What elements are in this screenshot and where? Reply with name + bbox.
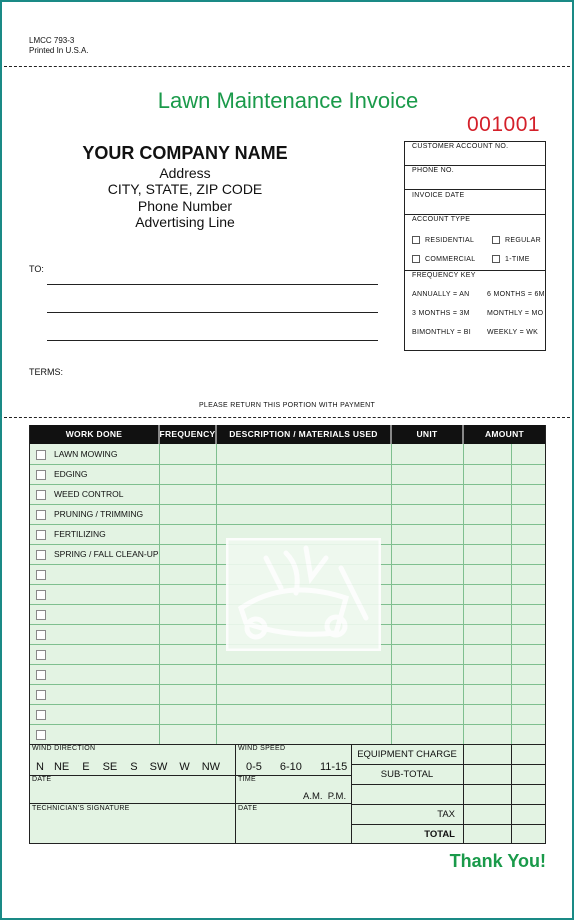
- invoice-number: 001001: [467, 113, 541, 136]
- table-row[interactable]: [36, 464, 88, 484]
- freq-monthly: MONTHLY = MO: [487, 310, 544, 317]
- col-unit: UNIT: [416, 429, 438, 439]
- company-city: CITY, STATE, ZIP CODE: [107, 181, 263, 197]
- dir-sw[interactable]: SW: [149, 761, 168, 773]
- table-row[interactable]: [36, 664, 54, 684]
- col-work-done: WORK DONE: [65, 429, 123, 439]
- table-row[interactable]: [36, 584, 54, 604]
- checkbox-icon[interactable]: [36, 650, 46, 660]
- table-row[interactable]: [36, 564, 54, 584]
- lawn-care-watermark-icon: [226, 538, 381, 651]
- commercial-label: COMMERCIAL: [425, 255, 476, 263]
- checkbox-icon[interactable]: [412, 255, 420, 263]
- checkbox-icon[interactable]: [492, 255, 500, 263]
- wind-speed-label: WIND SPEED: [238, 745, 286, 752]
- tax-label: TAX: [437, 809, 455, 820]
- table-row[interactable]: [36, 504, 143, 524]
- time-label: TIME: [238, 776, 256, 783]
- perforation-top: [4, 66, 570, 67]
- company-phone: Phone Number: [137, 198, 233, 214]
- to-line-1[interactable]: [47, 284, 378, 285]
- freq-bimonthly: BIMONTHLY = BI: [412, 329, 471, 336]
- speed-0-5[interactable]: 0-5: [246, 761, 262, 773]
- info-divider: [404, 189, 546, 190]
- col-frequency: FREQUENCY: [159, 429, 216, 439]
- checkbox-icon[interactable]: [36, 470, 46, 480]
- regular-label: REGULAR: [505, 236, 541, 244]
- checkbox-icon[interactable]: [492, 236, 500, 244]
- checkbox-icon[interactable]: [36, 690, 46, 700]
- dir-ne[interactable]: NE: [53, 761, 70, 773]
- commercial-option[interactable]: [412, 255, 475, 263]
- thank-you: Thank You!: [449, 851, 546, 871]
- form-code: LMCC 793-3: [29, 36, 75, 45]
- invoice-title: Lawn Maintenance Invoice: [157, 88, 419, 113]
- account-type-label: ACCOUNT TYPE: [412, 216, 471, 223]
- checkbox-icon[interactable]: [36, 550, 46, 560]
- frequency-key-label: FREQUENCY KEY: [412, 272, 476, 279]
- table-row[interactable]: [36, 644, 54, 664]
- col-amount: AMOUNT: [484, 429, 525, 439]
- phone-no-label: PHONE NO.: [412, 167, 454, 174]
- date-label: DATE: [32, 776, 52, 783]
- checkbox-icon[interactable]: [412, 236, 420, 244]
- dir-nw[interactable]: NW: [201, 761, 221, 773]
- work-item-label: EDGING: [54, 469, 88, 479]
- am-pm[interactable]: A.M. P.M.: [303, 791, 347, 802]
- work-item-label: SPRING / FALL CLEAN-UP: [54, 549, 159, 559]
- to-line-3[interactable]: [47, 340, 378, 341]
- residential-label: RESIDENTIAL: [425, 236, 475, 244]
- table-row[interactable]: [36, 544, 159, 564]
- checkbox-icon[interactable]: [36, 670, 46, 680]
- checkbox-icon[interactable]: [36, 610, 46, 620]
- info-divider: [404, 270, 546, 271]
- wind-speeds[interactable]: [246, 761, 347, 773]
- table-row[interactable]: [36, 624, 54, 644]
- work-item-label: LAWN MOWING: [54, 449, 118, 459]
- to-label: TO:: [29, 264, 44, 274]
- invoice-date-label: INVOICE DATE: [412, 192, 465, 199]
- table-row[interactable]: [36, 484, 123, 504]
- regular-option[interactable]: [492, 236, 541, 244]
- speed-11-15[interactable]: 11-15: [319, 761, 348, 773]
- company-address: Address: [159, 165, 211, 181]
- printed-in: Printed In U.S.A.: [29, 46, 89, 55]
- table-row[interactable]: [36, 524, 106, 544]
- freq-annually: ANNUALLY = AN: [412, 291, 470, 298]
- dir-e[interactable]: E: [82, 761, 90, 773]
- table-row[interactable]: [36, 684, 54, 704]
- work-item-label: WEED CONTROL: [54, 489, 124, 499]
- checkbox-icon[interactable]: [36, 530, 46, 540]
- one-time-option[interactable]: [492, 255, 530, 263]
- to-line-2[interactable]: [47, 312, 378, 313]
- terms-label: TERMS:: [29, 367, 64, 377]
- dir-s[interactable]: S: [130, 761, 138, 773]
- freq-weekly: WEEKLY = WK: [487, 329, 539, 336]
- table-row[interactable]: [36, 704, 54, 724]
- total-label: TOTAL: [424, 829, 455, 840]
- work-item-label: FERTILIZING: [54, 529, 106, 539]
- date-label-2: DATE: [238, 805, 258, 812]
- checkbox-icon[interactable]: [36, 710, 46, 720]
- dir-w[interactable]: W: [179, 761, 190, 773]
- table-row[interactable]: [36, 724, 54, 744]
- dir-se[interactable]: SE: [102, 761, 118, 773]
- customer-account-label: CUSTOMER ACCOUNT NO.: [412, 143, 509, 150]
- perforation-bottom: [4, 417, 570, 418]
- work-item-label: PRUNING / TRIMMING: [54, 509, 144, 519]
- checkbox-icon[interactable]: [36, 630, 46, 640]
- wind-directions[interactable]: [36, 761, 220, 773]
- col-description: DESCRIPTION / MATERIALS USED: [229, 429, 378, 439]
- company-name: YOUR COMPANY NAME: [82, 143, 288, 163]
- return-notice: PLEASE RETURN THIS PORTION WITH PAYMENT: [198, 402, 376, 409]
- company-advertising: Advertising Line: [135, 214, 235, 230]
- checkbox-icon[interactable]: [36, 510, 46, 520]
- dir-n[interactable]: N: [36, 761, 44, 773]
- equipment-charge-label: EQUIPMENT CHARGE: [357, 749, 457, 760]
- freq-3-months: 3 MONTHS = 3M: [412, 310, 470, 317]
- subtotal-label: SUB-TOTAL: [380, 769, 434, 780]
- speed-6-10[interactable]: 6-10: [279, 761, 302, 773]
- checkbox-icon[interactable]: [36, 570, 46, 580]
- one-time-label: 1-TIME: [505, 255, 530, 263]
- table-row[interactable]: [36, 444, 117, 464]
- residential-option[interactable]: [412, 236, 474, 244]
- info-divider: [404, 165, 546, 166]
- table-row[interactable]: [36, 604, 54, 624]
- wind-direction-label: WIND DIRECTION: [32, 745, 96, 752]
- freq-6-months: 6 MONTHS = 6M: [487, 291, 545, 298]
- checkbox-icon[interactable]: [36, 730, 46, 740]
- checkbox-icon[interactable]: [36, 450, 46, 460]
- technician-signature-label: TECHNICIAN'S SIGNATURE: [32, 805, 130, 812]
- checkbox-icon[interactable]: [36, 590, 46, 600]
- info-divider: [404, 214, 546, 215]
- checkbox-icon[interactable]: [36, 490, 46, 500]
